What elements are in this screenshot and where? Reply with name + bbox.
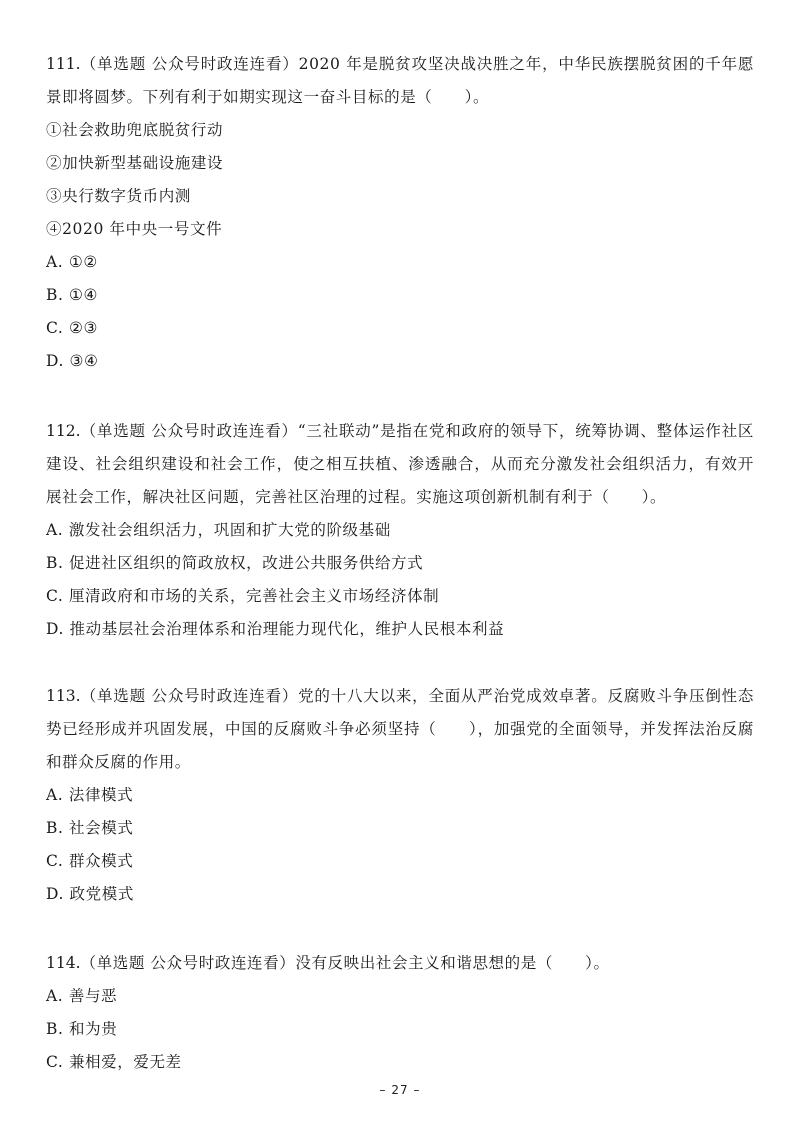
option-d: D. 政党模式 bbox=[46, 885, 134, 903]
statement-item: ②加快新型基础设施建设 bbox=[46, 154, 224, 172]
option-c: C. 厘清政府和市场的关系，完善社会主义市场经济体制 bbox=[46, 587, 440, 605]
question-number: 112. bbox=[46, 422, 81, 440]
option-a: A. 法律模式 bbox=[46, 786, 134, 804]
question-number: 114. bbox=[46, 954, 81, 972]
option-a: A. ①② bbox=[46, 253, 98, 271]
question-114 bbox=[46, 947, 754, 1079]
question-112 bbox=[46, 415, 754, 646]
option-b: B. 和为贵 bbox=[46, 1020, 118, 1038]
question-text: （单选题 公众号时政连连看）没有反映出社会主义和谐思想的是（ ）。 bbox=[80, 954, 610, 972]
option-a: A. 善与恶 bbox=[46, 987, 118, 1005]
question-113 bbox=[46, 680, 754, 911]
question-number: 111. bbox=[46, 55, 81, 73]
option-a: A. 激发社会组织活力，巩固和扩大党的阶级基础 bbox=[46, 521, 391, 539]
question-111 bbox=[46, 48, 754, 378]
question-stem bbox=[46, 415, 754, 514]
page-number: – 27 – bbox=[379, 1083, 421, 1097]
question-stem bbox=[46, 680, 754, 779]
option-d: D. ③④ bbox=[46, 352, 99, 370]
question-text: （单选题 公众号时政连连看）党的十八大以来，全面从严治党成效卓著。反腐败斗争压倒性态势已经形成并巩固发展，中国的反腐败斗争必须坚持（ ），加强党的全面领导，并发挥法治反腐和群众反腐的作用。 bbox=[46, 687, 754, 771]
statement-item: ①社会救助兜底脱贫行动 bbox=[46, 121, 224, 139]
question-text: （单选题 公众号时政连连看）“三社联动”是指在党和政府的领导下，统筹协调、整体运作社区建设、社会组织建设和社会工作，使之相互扶植、渗透融合，从而充分激发社会组织活力，有效开展社会工作，解决社区问题，完善社区治理的过程。实施这项创新机制有利于（ ）。 bbox=[46, 422, 754, 506]
option-b: B. ①④ bbox=[46, 286, 99, 304]
statement-item: ④2020 年中央一号文件 bbox=[46, 220, 223, 238]
option-b: B. 促进社区组织的简政放权，改进公共服务供给方式 bbox=[46, 554, 424, 572]
question-number: 113. bbox=[46, 687, 81, 705]
question-text: （单选题 公众号时政连连看）2020 年是脱贫攻坚决战决胜之年，中华民族摆脱贫困的千年愿景即将圆梦。下列有利于如期实现这一奋斗目标的是（ ）。 bbox=[46, 55, 754, 106]
statement-item: ③央行数字货币内测 bbox=[46, 187, 191, 205]
option-b: B. 社会模式 bbox=[46, 819, 134, 837]
option-c: C. 兼相爱，爱无差 bbox=[46, 1053, 182, 1071]
question-stem bbox=[46, 947, 754, 980]
question-stem bbox=[46, 48, 754, 114]
option-d: D. 推动基层社会治理体系和治理能力现代化，维护人民根本利益 bbox=[46, 620, 505, 638]
option-c: C. ②③ bbox=[46, 319, 98, 337]
option-c: C. 群众模式 bbox=[46, 852, 134, 870]
